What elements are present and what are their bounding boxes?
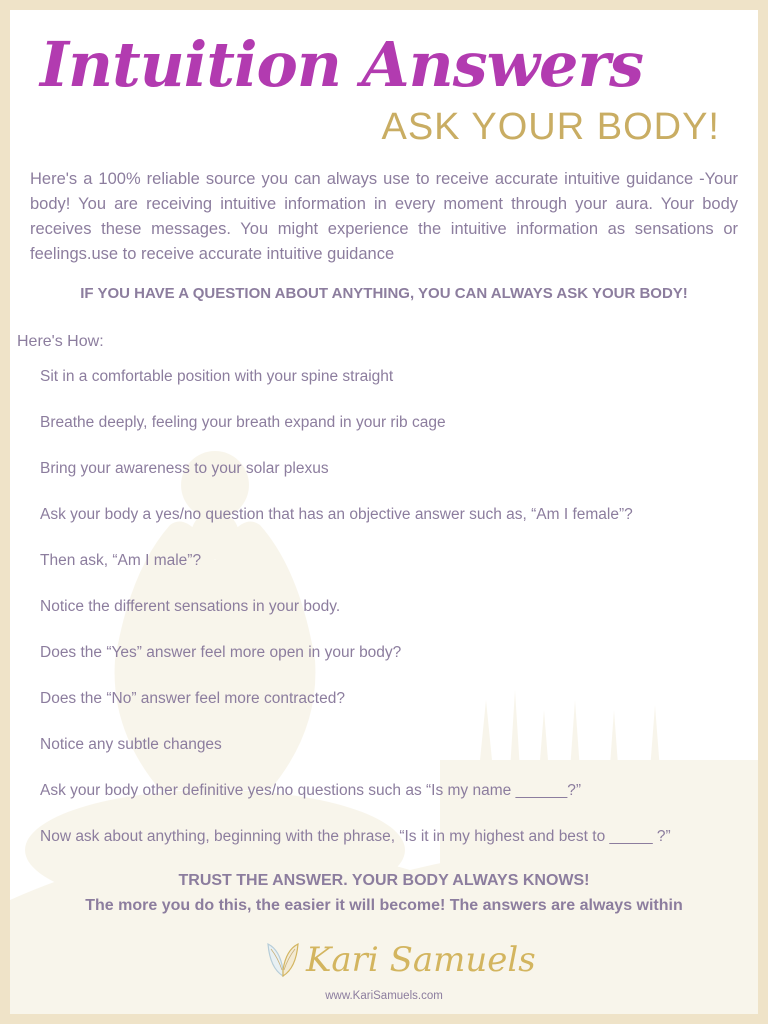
page-subtitle: ASK YOUR BODY! xyxy=(381,106,720,148)
step-item: Notice the different sensations in your body. xyxy=(40,598,341,615)
step-item: Now ask about anything, beginning with the phrase, “Is it in my highest and best to _____ ?” xyxy=(40,828,671,845)
step-item: Does the “No” answer feel more contracted? xyxy=(40,690,345,707)
how-label: Here's How: xyxy=(17,333,104,350)
website-link[interactable]: www.KariSamuels.com xyxy=(325,990,443,1002)
step-item: Then ask, “Am I male”? xyxy=(40,552,202,569)
intro-paragraph: Here's a 100% reliable source you can always use to receive accurate intuitive guidance -Your body! You are receiving intuitive information in every moment through your aura. Your body receives these messages. You might experience the intuitive information as sensations or feelings.use to receive accurate intuitive guidance xyxy=(30,170,738,263)
step-item: Ask your body other definitive yes/no questions such as “Is my name ______?” xyxy=(40,782,582,799)
trust-statement: TRUST THE ANSWER. YOUR BODY ALWAYS KNOWS! xyxy=(178,872,590,889)
brand-logo xyxy=(266,935,536,985)
brand-name: Kari Samuels xyxy=(306,940,536,980)
steps-list xyxy=(40,368,671,874)
wings-icon xyxy=(266,940,300,980)
step-item: Sit in a comfortable position with your spine straight xyxy=(40,368,394,385)
step-item: Breathe deeply, feeling your breath expand in your rib cage xyxy=(40,414,446,431)
closing-statement: The more you do this, the easier it will become! The answers are always within xyxy=(85,897,683,914)
document-page xyxy=(10,10,758,1014)
step-item: Does the “Yes” answer feel more open in your body? xyxy=(40,644,402,661)
page-title: Intuition Answers xyxy=(40,28,644,101)
step-item: Notice any subtle changes xyxy=(40,736,222,753)
step-item: Ask your body a yes/no question that has an objective answer such as, “Am I female”? xyxy=(40,506,633,523)
question-heading: IF YOU HAVE A QUESTION ABOUT ANYTHING, YOU CAN ALWAYS ASK YOUR BODY! xyxy=(80,285,688,302)
step-item: Bring your awareness to your solar plexus xyxy=(40,460,329,477)
